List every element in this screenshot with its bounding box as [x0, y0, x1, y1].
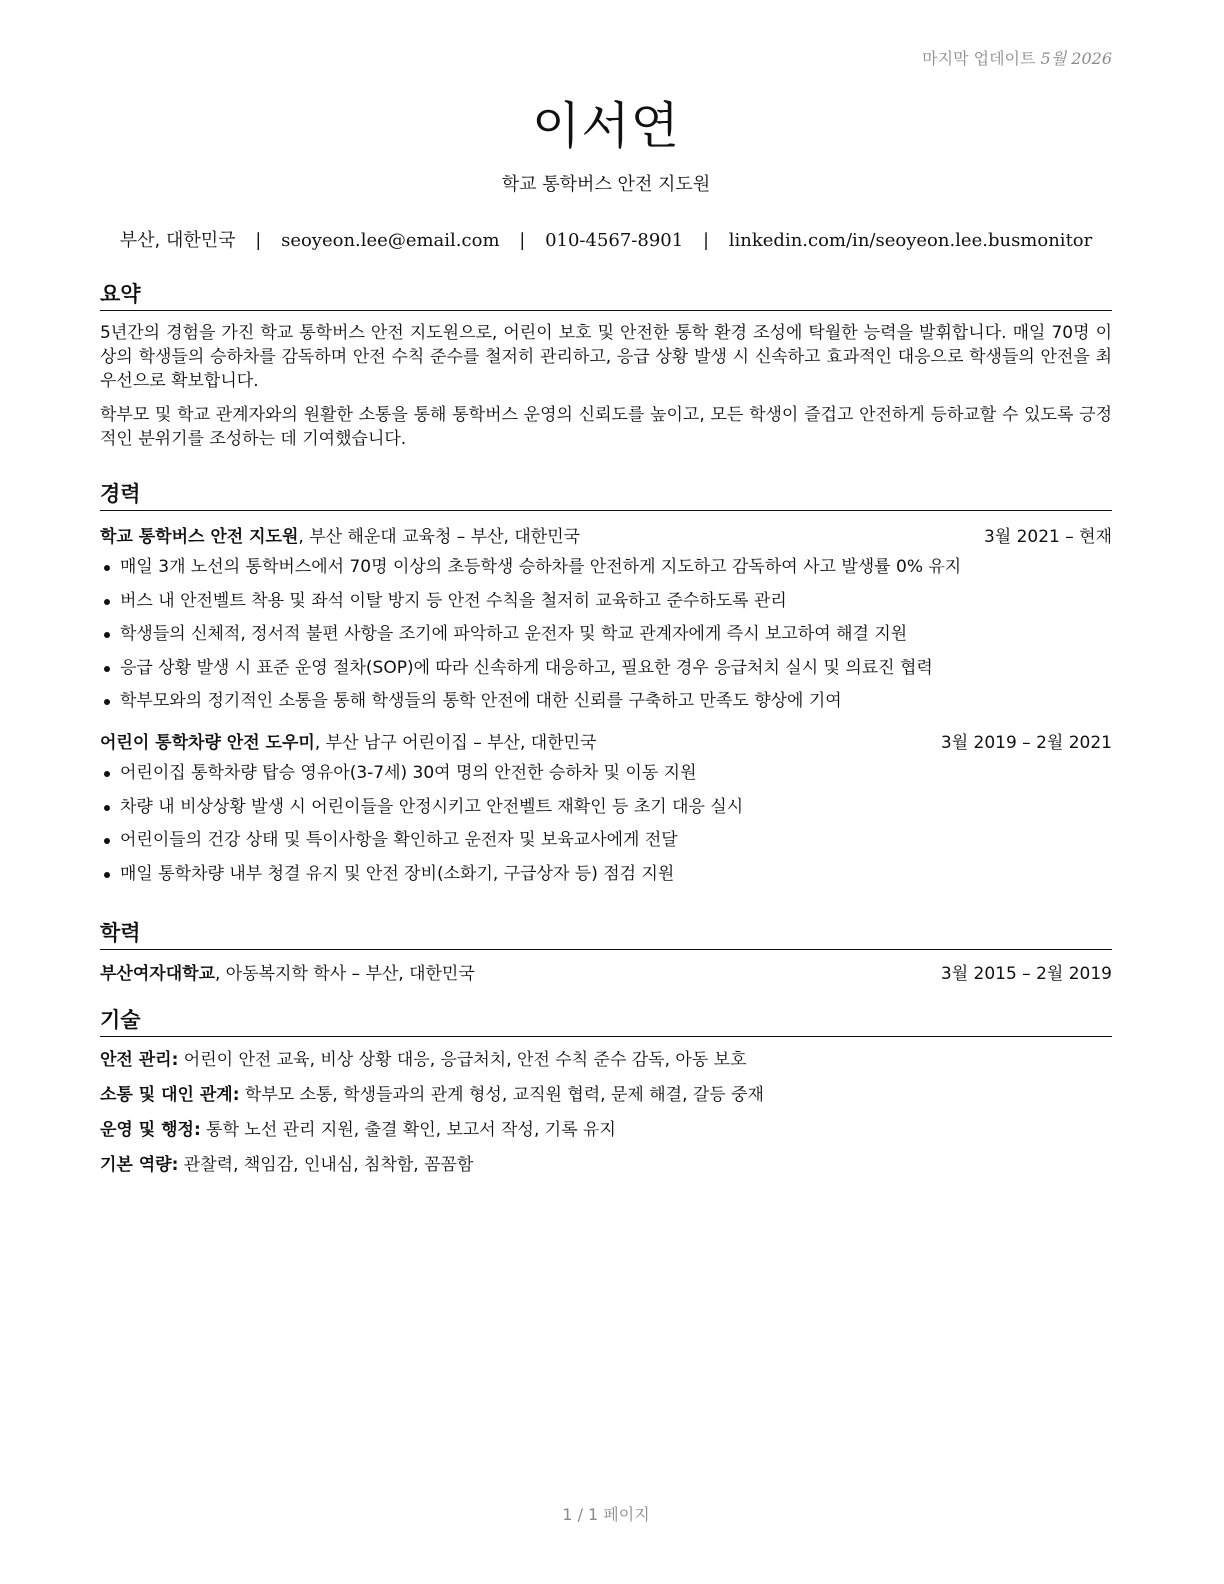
summary-heading: 요약 — [100, 278, 1112, 311]
list-item: 어린이집 통학차량 탑승 영유아(3-7세) 30여 명의 안전한 승하차 및 이동 지원 — [100, 761, 1112, 785]
skill-row — [100, 1118, 1112, 1142]
skill-row — [100, 1083, 1112, 1107]
skill-value: 어린이 안전 교육, 비상 상황 대응, 응급처치, 안전 수칙 준수 감독, 아동 보호 — [178, 1050, 747, 1070]
skill-row — [100, 1153, 1112, 1177]
education-entry — [100, 962, 1112, 986]
page-number: 1 / 1 페이지 — [562, 1505, 650, 1524]
list-item: 매일 3개 노선의 통학버스에서 70명 이상의 초등학생 승하차를 안전하게 지도하고 감독하여 사고 발생률 0% 유지 — [100, 555, 1112, 579]
contact-line — [100, 226, 1112, 252]
last-updated-prefix: 마지막 업데이트 — [922, 49, 1036, 68]
candidate-name: 이서연 — [532, 97, 680, 155]
degree-detail: , 아동복지학 학사 – 부산, 대한민국 — [214, 964, 475, 984]
experience-section — [100, 478, 1112, 895]
list-item: 어린이들의 건강 상태 및 특이사항을 확인하고 운전자 및 보육교사에게 전달 — [100, 828, 1112, 852]
education-heading: 학력 — [100, 917, 1112, 950]
contact-location: 부산, 대한민국 — [119, 230, 236, 251]
skill-label: 운영 및 행정: — [100, 1120, 201, 1140]
skill-row — [100, 1048, 1112, 1072]
education-section — [100, 917, 1112, 986]
job-header — [100, 731, 1112, 755]
job-header — [100, 525, 1112, 549]
experience-heading: 경력 — [100, 478, 1112, 511]
contact-separator: | — [519, 230, 526, 251]
summary-section — [100, 278, 1112, 451]
skill-value: 통학 노선 관리 지원, 출결 확인, 보고서 작성, 기록 유지 — [200, 1120, 616, 1140]
list-item: 학생들의 신체적, 정서적 불편 사항을 조기에 파악하고 운전자 및 학교 관계자에게 즉시 보고하여 해결 지원 — [100, 622, 1112, 646]
summary-paragraph: 학부모 및 학교 관계자와의 원활한 소통을 통해 통학버스 운영의 신뢰도를 높이고, 모든 학생이 즐겁고 안전하게 등하교할 수 있도록 긍정적인 분위기를 조성하는 데 기여했습니다. — [100, 405, 1112, 449]
job-title-line — [100, 525, 580, 549]
skills-section — [100, 1004, 1112, 1177]
candidate-title: 학교 통학버스 안전 지도원 — [501, 174, 711, 195]
skill-value: 관찰력, 책임감, 인내심, 침착함, 꼼꼼함 — [178, 1155, 474, 1175]
last-updated — [922, 46, 1112, 69]
list-item: 응급 상황 발생 시 표준 운영 절차(SOP)에 따라 신속하게 대응하고, 필요한 경우 응급처치 실시 및 의료진 협력 — [100, 656, 1112, 680]
job-dates: 3월 2019 – 2월 2021 — [940, 733, 1112, 753]
job-org: , 부산 남구 어린이집 – 부산, 대한민국 — [314, 733, 597, 753]
summary-paragraph: 5년간의 경험을 가진 학교 통학버스 안전 지도원으로, 어린이 보호 및 안전한 통학 환경 조성에 탁월한 능력을 발휘합니다. 매일 70명 이상의 학생들의 승하차를 감독하며 안전 수칙 준수를 철저히 관리하고, 응급 상황 발생 시 신속하고 효과적인 대응으로 학생들의 안전을 최우선으로 확보합니다. — [100, 323, 1112, 391]
contact-separator: | — [255, 230, 262, 251]
skill-value: 학부모 소통, 학생들과의 관계 형성, 교직원 협력, 문제 해결, 갈등 중재 — [239, 1085, 764, 1105]
skill-label: 안전 관리: — [100, 1050, 179, 1070]
contact-email[interactable]: seoyeon.lee@email.com — [281, 230, 500, 251]
job-org: , 부산 해운대 교육청 – 부산, 대한민국 — [298, 527, 581, 547]
education-line — [100, 962, 475, 986]
education-dates: 3월 2015 – 2월 2019 — [940, 964, 1112, 984]
job-bullets — [100, 761, 1112, 886]
skill-label: 소통 및 대인 관계: — [100, 1085, 240, 1105]
contact-linkedin[interactable]: linkedin.com/in/seoyeon.lee.busmonitor — [728, 230, 1093, 251]
skill-label: 기본 역량: — [100, 1155, 179, 1175]
job-title-line — [100, 731, 596, 755]
list-item: 매일 통학차량 내부 청결 유지 및 안전 장비(소화기, 구급상자 등) 점검 지원 — [100, 862, 1112, 886]
job-dates: 3월 2021 – 현재 — [983, 527, 1112, 547]
list-item: 차량 내 비상상황 발생 시 어린이들을 안정시키고 안전벨트 재확인 등 초기 대응 실시 — [100, 795, 1112, 819]
school-name: 부산여자대학교 — [100, 964, 215, 984]
job-bullets — [100, 555, 1112, 713]
contact-separator: | — [702, 230, 710, 251]
last-updated-year: 2026 — [1071, 49, 1112, 68]
list-item: 학부모와의 정기적인 소통을 통해 학생들의 통학 안전에 대한 신뢰를 구축하고 만족도 향상에 기여 — [100, 689, 1112, 713]
contact-phone[interactable]: 010-4567-8901 — [545, 230, 684, 251]
job-title: 학교 통학버스 안전 지도원 — [100, 527, 299, 547]
resume-page — [100, 0, 1112, 1584]
job-title: 어린이 통학차량 안전 도우미 — [100, 733, 315, 753]
list-item: 버스 내 안전벨트 착용 및 좌석 이탈 방지 등 안전 수칙을 철저히 교육하고 준수하도록 관리 — [100, 589, 1112, 613]
skills-heading: 기술 — [100, 1004, 1112, 1037]
last-updated-month: 5월 — [1040, 49, 1067, 68]
